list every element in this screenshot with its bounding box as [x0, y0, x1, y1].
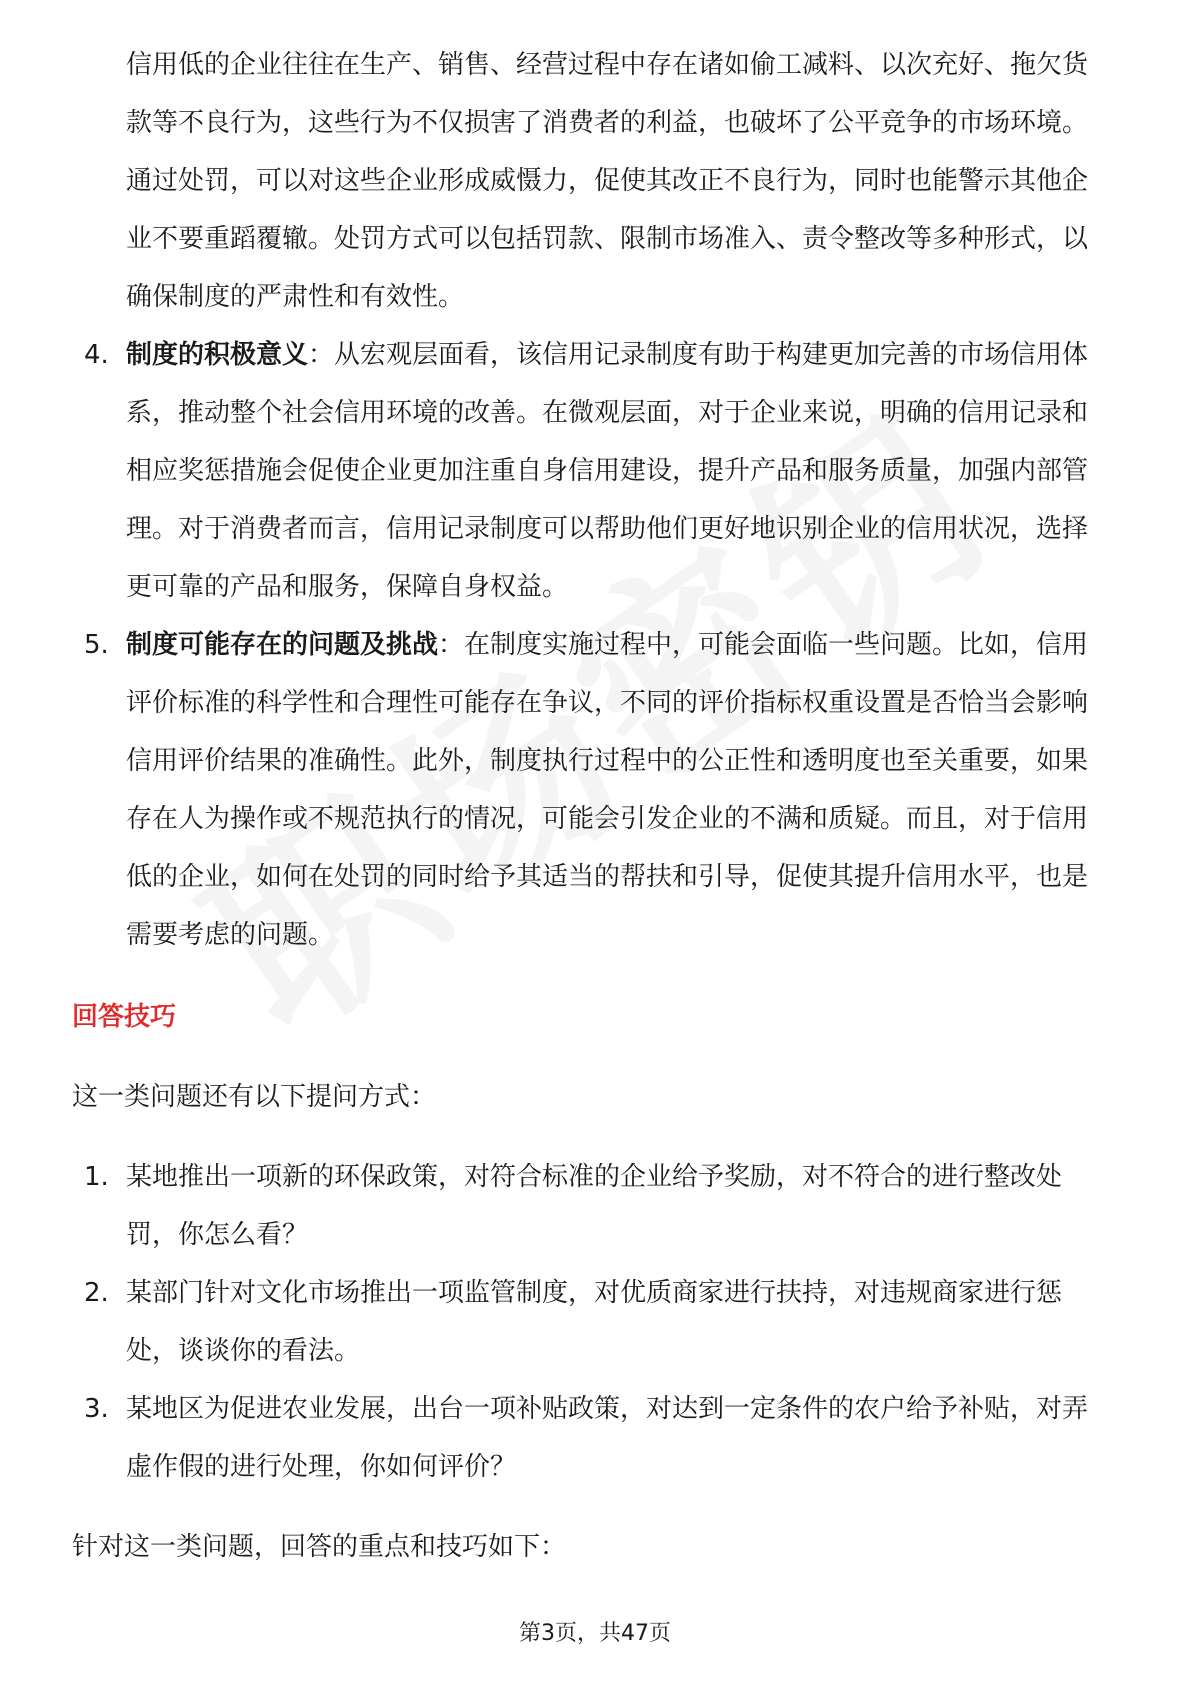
list-item-number: 5.	[84, 630, 109, 660]
list-item	[72, 616, 1112, 964]
list-item-body: ：从宏观层面看，该信用记录制度有助于构建更加完善的市场信用体系，推动整个社会信用环境的改善。在微观层面，对于企业来说，明确的信用记录和相应奖惩措施会促使企业更加注重自身信用建设，提升产品和服务质量，加强内部管理。对于消费者而言，信用记录制度可以帮助他们更好地识别企业的信用状况，选择更可靠的产品和服务，保障自身权益。	[126, 340, 1089, 602]
list-item	[72, 1380, 1112, 1496]
list-item-number: 2.	[84, 1278, 109, 1308]
questions-list	[72, 1148, 1112, 1496]
list-item-text: 某地推出一项新的环保政策，对符合标准的企业给予奖励，对不符合的进行整改处罚，你怎么看？	[126, 1162, 1063, 1250]
list-item-title: 制度的积极意义	[126, 340, 309, 370]
list-item-title: 制度可能存在的问题及挑战	[126, 630, 439, 660]
closing-text: 针对这一类问题，回答的重点和技巧如下：	[72, 1532, 567, 1562]
list-item-number: 4.	[84, 340, 109, 370]
list-item	[72, 1148, 1112, 1264]
list-item	[72, 326, 1112, 616]
page-footer: 第3页，共47页	[519, 1621, 671, 1646]
page-content	[72, 36, 1112, 1576]
list-item-number: 3.	[84, 1394, 109, 1424]
points-list	[72, 326, 1112, 964]
list-item-text: 某部门针对文化市场推出一项监管制度，对优质商家进行扶持，对违规商家进行惩处，谈谈你的看法。	[126, 1278, 1063, 1366]
intro-text: 这一类问题还有以下提问方式：	[72, 1082, 437, 1112]
list-item-text: 某地区为促进农业发展，出台一项补贴政策，对达到一定条件的农户给予补贴，对弄虚作假的进行处理，你如何评价？	[126, 1394, 1089, 1482]
section-title: 回答技巧	[72, 1002, 177, 1032]
list-item-body: ：在制度实施过程中，可能会面临一些问题。比如，信用评价标准的科学性和合理性可能存在争议，不同的评价指标权重设置是否恰当会影响信用评价结果的准确性。此外，制度执行过程中的公正性和透明度也至关重要，如果存在人为操作或不规范执行的情况，可能会引发企业的不满和质疑。而且，对于信用低的企业，如何在处罚的同时给予其适当的帮扶和引导，促使其提升信用水平，也是需要考虑的问题。	[126, 630, 1089, 950]
continued-paragraph: 信用低的企业往往在生产、销售、经营过程中存在诸如偷工减料、以次充好、拖欠货款等不良行为，这些行为不仅损害了消费者的利益，也破坏了公平竞争的市场环境。通过处罚，可以对这些企业形成威慑力，促使其改正不良行为，同时也能警示其他企业不要重蹈覆辙。处罚方式可以包括罚款、限制市场准入、责令整改等多种形式，以确保制度的严肃性和有效性。	[126, 50, 1089, 312]
list-item-number: 1.	[84, 1162, 109, 1192]
list-item	[72, 1264, 1112, 1380]
